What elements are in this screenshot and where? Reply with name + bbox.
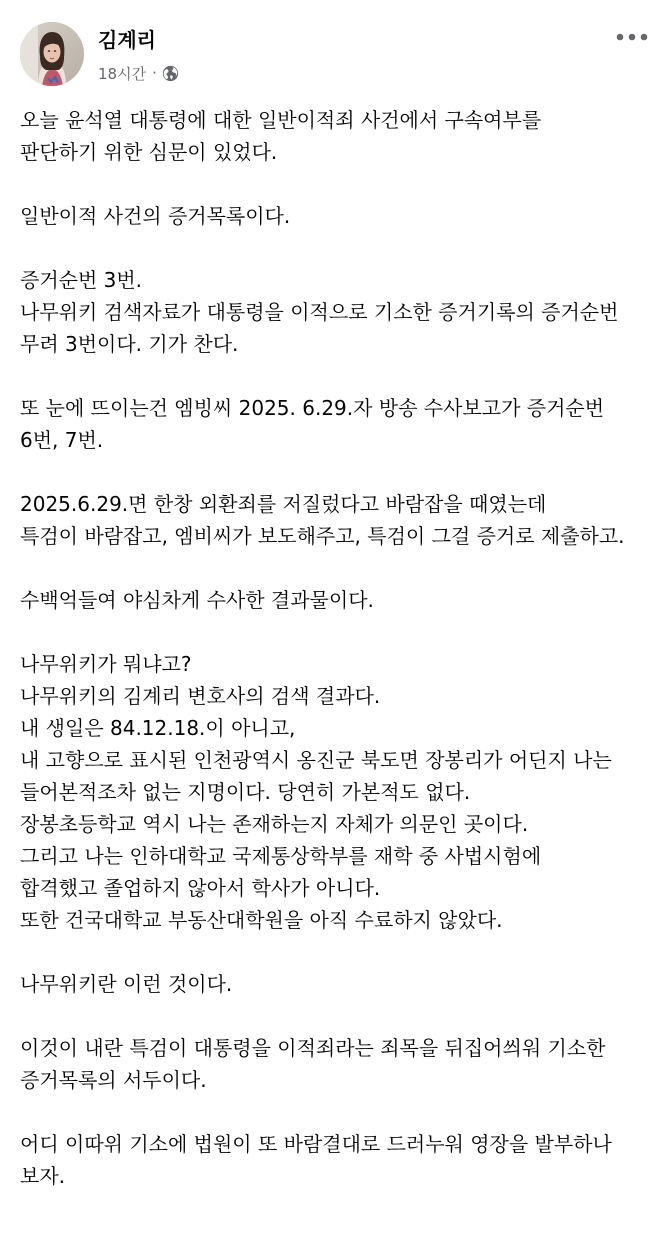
post-text-line: 판단하기 위한 심문이 있었다. [20, 140, 278, 164]
globe-icon[interactable] [162, 65, 179, 82]
meta-separator: · [152, 64, 157, 82]
post-text-line: 오늘 윤석열 대통령에 대한 일반이적죄 사건에서 구속여부를 [20, 108, 542, 132]
post-text-line: 일반이적 사건의 증거목록이다. [20, 204, 291, 228]
post-text-line: 나무위키가 뭐냐고? [20, 652, 192, 676]
avatar-photo-icon [20, 22, 84, 86]
post-text-line: 장봉초등학교 역시 나는 존재하는지 자체가 의문인 곳이다. [20, 812, 529, 836]
post-text-line: 수백억들여 야심차게 수사한 결과물이다. [20, 588, 374, 612]
post-text-line: 나무위키의 김계리 변호사의 검색 결과다. [20, 684, 381, 708]
post-paragraph [20, 648, 654, 936]
post-text-line: 증거순번 3번. [20, 268, 143, 292]
post-text-line: 내 고향으로 표시된 인천광역시 옹진군 북도면 장봉리가 어딘지 나는 [20, 748, 612, 772]
author-name[interactable]: 김계리 [98, 28, 156, 52]
post-text-line: 이것이 내란 특검이 대통령을 이적죄라는 죄목을 뒤집어씌워 기소한 [20, 1036, 606, 1060]
post-paragraph [20, 264, 654, 360]
post-paragraph [20, 200, 654, 232]
post-paragraph [20, 968, 654, 1000]
post-text-line: 무려 3번이다. 기가 찬다. [20, 332, 239, 356]
post-text-line: 특검이 바람잡고, 엠비씨가 보도해주고, 특검이 그걸 증거로 제출하고. [20, 524, 625, 548]
more-horizontal-icon [615, 32, 649, 42]
post-text-line: 증거목록의 서두이다. [20, 1068, 207, 1092]
post-text-line: 6번, 7번. [20, 428, 104, 452]
post-text-line: 또한 건국대학교 부동산대학원을 아직 수료하지 않았다. [20, 908, 503, 932]
post-text-line: 나무위키란 이런 것이다. [20, 972, 233, 996]
more-options-button[interactable] [612, 24, 652, 50]
post-paragraph [20, 584, 654, 616]
post-text-line: 어디 이따위 기소에 법원이 또 바람결대로 드러누워 영장을 발부하나 [20, 1132, 612, 1156]
post-meta [98, 62, 179, 84]
post-paragraph [20, 488, 654, 552]
author-avatar[interactable] [20, 22, 84, 86]
post-body-text [20, 104, 654, 1192]
post-paragraph [20, 104, 654, 168]
post-text-line: 그리고 나는 인하대학교 국제통상학부를 재학 중 사법시험에 [20, 844, 542, 868]
post-timestamp[interactable]: 18시간 [98, 64, 147, 83]
post-text-line: 들어본적조차 없는 지명이다. 당연히 가본적도 없다. [20, 780, 471, 804]
post-paragraph [20, 392, 654, 456]
post-text-line: 또 눈에 뜨이는건 엠빙씨 2025. 6.29.자 방송 수사보고가 증거순번 [20, 396, 605, 420]
post-header [20, 22, 650, 88]
post-text-line: 내 생일은 84.12.18.이 아니고, [20, 716, 296, 740]
post-text-line: 보자. [20, 1164, 65, 1188]
post-paragraph [20, 1032, 654, 1096]
post-text-line: 나무위키 검색자료가 대통령을 이적으로 기소한 증거기록의 증거순번 [20, 300, 619, 324]
post-text-line: 합격했고 졸업하지 않아서 학사가 아니다. [20, 876, 381, 900]
post-text-line: 2025.6.29.면 한창 외환죄를 저질렀다고 바람잡을 때였는데 [20, 492, 547, 516]
post-paragraph [20, 1128, 654, 1192]
